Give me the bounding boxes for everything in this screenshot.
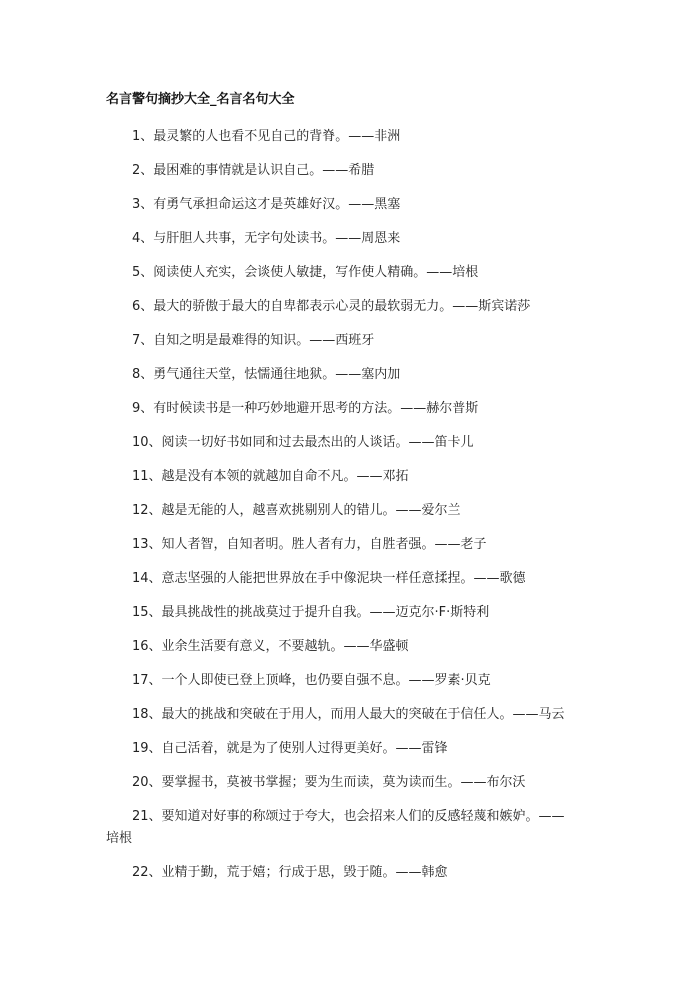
item-number: 15、	[132, 605, 162, 620]
list-item	[106, 256, 576, 290]
document-title: 名言警句摘抄大全_名言名句大全	[106, 92, 295, 107]
item-number: 14、	[132, 571, 162, 586]
list-item	[106, 120, 576, 154]
item-text: 越是没有本领的就越加自命不凡。——邓拓	[161, 469, 409, 484]
item-text: 最大的骄傲于最大的自卑都表示心灵的最软弱无力。——斯宾诺莎	[153, 299, 531, 314]
list-item	[106, 766, 576, 800]
item-text: 越是无能的人，越喜欢挑剔别人的错儿。——爱尔兰	[161, 503, 461, 518]
list-item	[106, 664, 576, 698]
item-text: 自己活着，就是为了使别人过得更美好。——雷锋	[161, 741, 448, 756]
item-text: 意志坚强的人能把世界放在手中像泥块一样任意揉捏。——歌德	[161, 571, 526, 586]
item-number: 5、	[132, 265, 154, 280]
list-item	[106, 222, 576, 256]
item-text: 最灵繁的人也看不见自己的背脊。——非洲	[153, 129, 401, 144]
item-text: 最具挑战性的挑战莫过于提升自我。——迈克尔·F·斯特利	[161, 605, 490, 620]
quote-list	[106, 120, 576, 890]
list-item	[106, 460, 576, 494]
item-number: 20、	[132, 775, 162, 790]
list-item	[106, 494, 576, 528]
item-number: 2、	[132, 163, 154, 178]
list-item	[106, 698, 576, 732]
item-text: 自知之明是最难得的知识。——西班牙	[153, 333, 375, 348]
item-number: 21、	[132, 809, 162, 824]
item-text: 阅读一切好书如同和过去最杰出的人谈话。——笛卡儿	[161, 435, 474, 450]
list-item	[106, 358, 576, 392]
item-text: 业精于勤，荒于嬉；行成于思，毁于随。——韩愈	[161, 865, 448, 880]
item-text: 最困难的事情就是认识自己。——希腊	[153, 163, 375, 178]
item-number: 6、	[132, 299, 154, 314]
item-text: 与肝胆人共事，无字句处读书。——周恩来	[153, 231, 401, 246]
list-item	[106, 732, 576, 766]
item-text: 有时候读书是一种巧妙地避开思考的方法。——赫尔普斯	[153, 401, 479, 416]
item-number: 3、	[132, 197, 154, 212]
list-item	[106, 856, 576, 890]
item-number: 19、	[132, 741, 162, 756]
item-number: 22、	[132, 865, 162, 880]
item-text: 阅读使人充实，会谈使人敏捷，写作使人精确。——培根	[153, 265, 479, 280]
item-text: 要知道对好事的称颂过于夸大，也会招来人们的反感轻蔑和嫉妒。——培根	[106, 809, 565, 846]
item-number: 13、	[132, 537, 162, 552]
item-text: 知人者智，自知者明。胜人者有力，自胜者强。——老子	[161, 537, 487, 552]
item-number: 10、	[132, 435, 162, 450]
item-text: 有勇气承担命运这才是英雄好汉。——黑塞	[153, 197, 401, 212]
list-item	[106, 630, 576, 664]
list-item	[106, 800, 576, 856]
item-number: 8、	[132, 367, 154, 382]
item-text: 业余生活要有意义，不要越轨。——华盛顿	[161, 639, 409, 654]
item-number: 1、	[132, 129, 154, 144]
item-number: 7、	[132, 333, 154, 348]
item-number: 18、	[132, 707, 162, 722]
list-item	[106, 188, 576, 222]
list-item	[106, 562, 576, 596]
list-item	[106, 528, 576, 562]
item-number: 4、	[132, 231, 154, 246]
list-item	[106, 596, 576, 630]
item-text: 一个人即使已登上顶峰，也仍要自强不息。——罗素·贝克	[161, 673, 491, 688]
item-text: 要掌握书，莫被书掌握；要为生而读，莫为读而生。——布尔沃	[161, 775, 526, 790]
item-number: 17、	[132, 673, 162, 688]
list-item	[106, 426, 576, 460]
item-number: 16、	[132, 639, 162, 654]
item-number: 12、	[132, 503, 162, 518]
item-text: 勇气通往天堂，怯懦通往地狱。——塞内加	[153, 367, 401, 382]
list-item	[106, 324, 576, 358]
item-number: 11、	[132, 469, 162, 484]
list-item	[106, 290, 576, 324]
list-item	[106, 392, 576, 426]
item-text: 最大的挑战和突破在于用人，而用人最大的突破在于信任人。——马云	[161, 707, 565, 722]
list-item	[106, 154, 576, 188]
item-number: 9、	[132, 401, 154, 416]
